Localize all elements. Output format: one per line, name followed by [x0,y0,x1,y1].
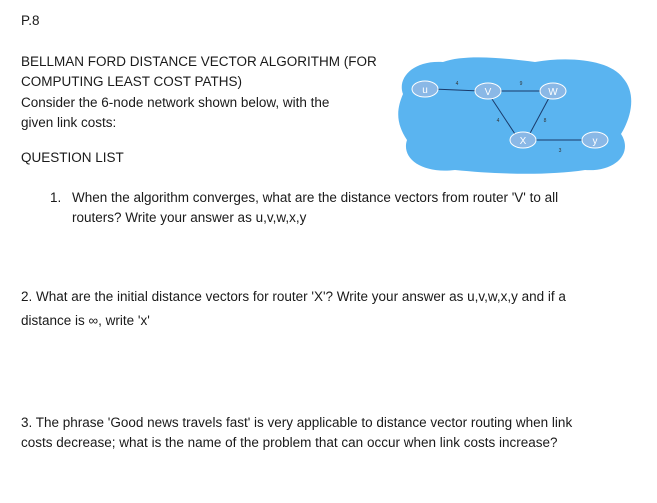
question-1-number: 1. [50,190,62,205]
heading-line-2: COMPUTING LEAST COST PATHS) [21,74,243,89]
network-cloud-background [398,57,631,173]
question-1-line-2: routers? Write your answer as u,v,w,x,y [72,210,307,225]
cost-v-w: 9 [519,81,523,87]
question-2-line-1: 2. What are the initial distance vectors for router 'X'? Write your answer as u,v,w,x,y and if a [21,289,566,304]
node-w [540,83,566,99]
node-v [475,83,501,99]
question-1-line-1: When the algorithm converges, what are the distance vectors from router 'V' to all [72,190,559,205]
network-diagram [395,56,635,176]
problem-number: P.8 [21,13,40,28]
intro-line-2: given link costs: [21,115,117,130]
cost-u-v: 4 [455,81,459,87]
cost-w-x: 8 [543,118,547,124]
node-v-label: V [484,87,492,98]
node-x [510,132,536,148]
question-list-label: QUESTION LIST [21,150,124,165]
cost-v-x: 4 [496,118,500,124]
question-3-line-1: 3. The phrase 'Good news travels fast' is very applicable to distance vector routing when link [21,415,573,430]
node-u-label: u [422,85,428,96]
node-y [582,132,608,148]
heading-line-1: BELLMAN FORD DISTANCE VECTOR ALGORITHM (FOR [21,54,377,69]
node-y-label: y [592,136,598,147]
intro-line-1: Consider the 6-node network shown below, with the [21,95,330,110]
node-w-label: W [548,87,558,98]
question-2-line-2: distance is ∞, write 'x' [21,313,150,328]
node-x-label: X [519,136,527,147]
cost-x-y: 3 [558,148,562,154]
question-3-line-2: costs decrease; what is the name of the problem that can occur when link costs increase? [21,435,558,450]
node-u [412,81,438,97]
